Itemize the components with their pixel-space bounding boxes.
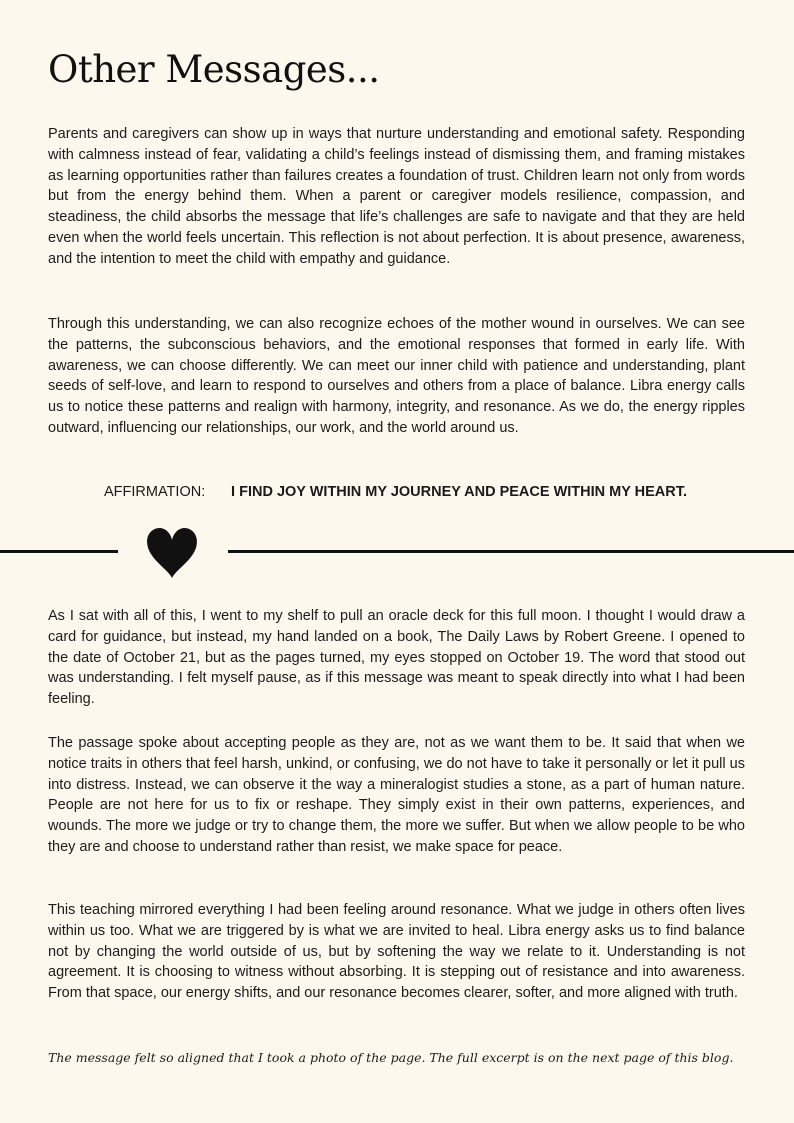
paragraph-passage: The passage spoke about accepting people as they are, not as we want them to be. It said that when we notice traits in others that feel harsh, unkind, or confusing, we do not have to take it personally or let it pull us into distress. Instead, we can observe it the way a mineralogist studies a stone, as a part of human nature. People are not here for us to fix or reshape. They simply exist in their own patterns, experiences, and wounds. The more we judge or try to change them, the more we suffer. But when we allow people to be who they are and choose to understand rather than resist, we make space for peace.: [48, 735, 745, 855]
affirmation-label: AFFIRMATION:: [104, 484, 206, 500]
paragraph-resonance: This teaching mirrored everything I had been feeling around resonance. What we judge in others often lives within us too. What we are triggered by is what we are invited to heal. Libra energy asks us to find balance not by changing the world outside of us, but by softening the way we relate to it. Understanding is not agreement. It is choosing to witness without absorbing. It is stepping out of resistance and into awareness. From that space, our energy shifts, and our resonance becomes clearer, softer, and more aligned with truth.: [48, 902, 745, 1002]
paragraph-oracle-deck: As I sat with all of this, I went to my shelf to pull an oracle deck for this full moon. I thought I would draw a card for guidance, but instead, my hand landed on a book, The Daily Laws by Robert Greene. I opened to the date of October 21, but as the pages turned, my eyes stopped on October 19. The word that stood out was understanding. I felt myself pause, as if this message was meant to speak directly into what I had been feeling.: [48, 608, 745, 708]
affirmation: [104, 482, 744, 502]
divider-line-left: [0, 550, 118, 553]
affirmation-text: I FIND JOY WITHIN MY JOURNEY AND PEACE WITHIN MY HEART.: [231, 484, 688, 500]
divider-line-right: [228, 550, 794, 553]
paragraph-parenting: Parents and caregivers can show up in ways that nurture understanding and emotional safety. Responding with calmness instead of fear, validating a child’s feelings instead of dismissing them, and framing mistakes as learning opportunities rather than failures creates a foundation of trust. Children learn not only from words but from the energy behind them. When a parent or caregiver models resilience, compassion, and steadiness, the child absorbs the message that life’s challenges are safe to navigate and that they are held even when the world feels uncertain. This reflection is not about perfection. It is about presence, awareness, and the intention to meet the child with empathy and guidance.: [48, 126, 745, 267]
page-title: Other Messages...: [48, 48, 380, 91]
paragraph-mother-wound: Through this understanding, we can also recognize echoes of the mother wound in ourselves. We can see the patterns, the subconscious behaviors, and the emotional responses that formed in early life. With awareness, we can choose differently. We can meet our inner child with patience and understanding, plant seeds of self-love, and learn to respond to ourselves and others from a place of balance. Libra energy calls us to notice these patterns and realign with harmony, integrity, and resonance. As we do, the energy ripples outward, influencing our relationships, our work, and the world around us.: [48, 316, 745, 436]
heart-icon: [145, 526, 199, 580]
photo-caption: The message felt so aligned that I took a photo of the page. The full excerpt is on the next page of this blog.: [48, 1050, 734, 1065]
